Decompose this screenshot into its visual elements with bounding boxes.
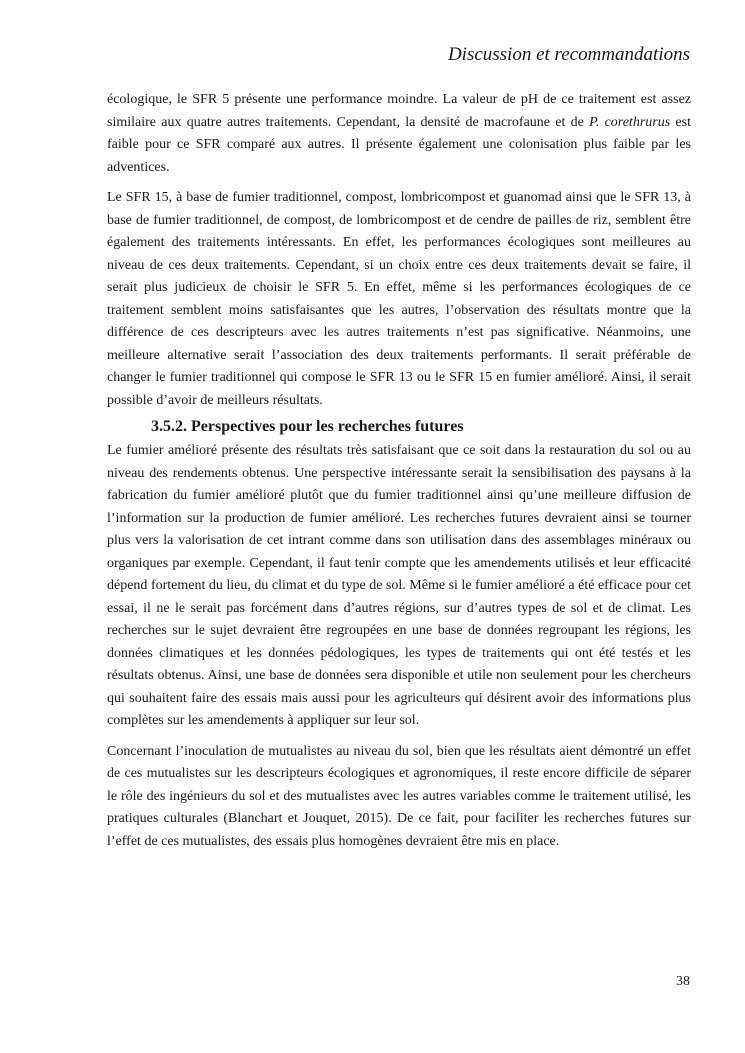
paragraph-1: [107, 89, 691, 179]
paragraph-4: Concernant l’inoculation de mutualistes au niveau du sol, bien que les résultats aient démontré un effet de ces mutualistes sur les descripteurs écologiques et agronomiques, il reste encore difficile de séparer le rôle des ingénieurs du sol et des mutualistes avec les autres variables comme le traitement utilisé, les pratiques culturales (Blanchart et Jouquet, 2015). De ce fait, pour faciliter les recherches futures sur l’effet de ces mutualistes, des essais plus homogènes devraient être mis en place.: [107, 743, 691, 849]
paragraph-3: Le fumier amélioré présente des résultats très satisfaisant que ce soit dans la restauration du sol ou au niveau des rendements obtenus. Une perspective intéressante serait la sensibilisation des paysans à la fabrication du fumier amélioré plutôt que du fumier traditionnel ainsi qu’une meilleure diffusion de l’information sur la production de fumier amélioré. Les recherches futures devraient ainsi se tourner plus vers la valorisation de cet intrant comme dans son utilisation dans des assemblages minéraux ou organiques par exemple. Cependant, il faut tenir compte que les amendements utilisés et leur efficacité dépend fortement du lieu, du climat et du type de sol. Même si le fumier amélioré a été efficace pour cet essai, il ne le serait pas forcément dans d’autres régions, sur d’autres types de sol et de climat. Les recherches sur le sujet devraient être regroupées en une base de données regroupant les régions, les données climatiques et les données pédologiques, les types de traitements qui ont été testés et les résultats obtenus. Ainsi, une base de données sera disponible et utile non seulement pour les chercheurs qui souhaitent faire des essais mais aussi pour les agriculteurs qui désirent avoir des informations plus complètes sur les amendements à appliquer sur leur sol.: [107, 443, 691, 728]
page-number: 38: [676, 974, 690, 989]
species-name: P. corethrurus: [589, 114, 671, 130]
paragraph-2: Le SFR 15, à base de fumier traditionnel, compost, lombricompost et guanomad ainsi que le SFR 13, à base de fumier traditionnel, de compost, de lombricompost et de cendre de pailles de riz, semblent être également des traitements intéressants. En effet, les performances écologiques sont meilleures au niveau de ces deux traitements. Cependant, si un choix entre ces deux traitements devait se faire, il serait plus judicieux de choisir le SFR 5. En effet, même si les performances écologiques de ce traitement semblent moins satisfaisantes que les autres, l’observation des résultats montre que la différence de ces descripteurs avec les autres traitements n’est pas significative. Néanmoins, une meilleure alternative serait l’association des deux traitements performants. Il serait préférable de changer le fumier traditionnel qui compose le SFR 13 ou le SFR 15 en fumier amélioré. Ainsi, il serait possible d’avoir de meilleurs résultats.: [107, 190, 691, 408]
paragraph-1-text-b: est faible pour ce SFR comparé aux autres. Il présente également une colonisation plus faible par les adventices.: [107, 114, 691, 175]
paragraph-1-text-a: écologique, le SFR 5 présente une performance moindre. La valeur de pH de ce traitement est assez similaire aux quatre autres traitements. Cependant, la densité de macrofaune et de: [107, 92, 691, 130]
section-heading: 3.5.2. Perspectives pour les recherches futures: [151, 418, 464, 435]
body-text: [107, 89, 691, 853]
running-header: Discussion et recommandations: [447, 44, 690, 65]
